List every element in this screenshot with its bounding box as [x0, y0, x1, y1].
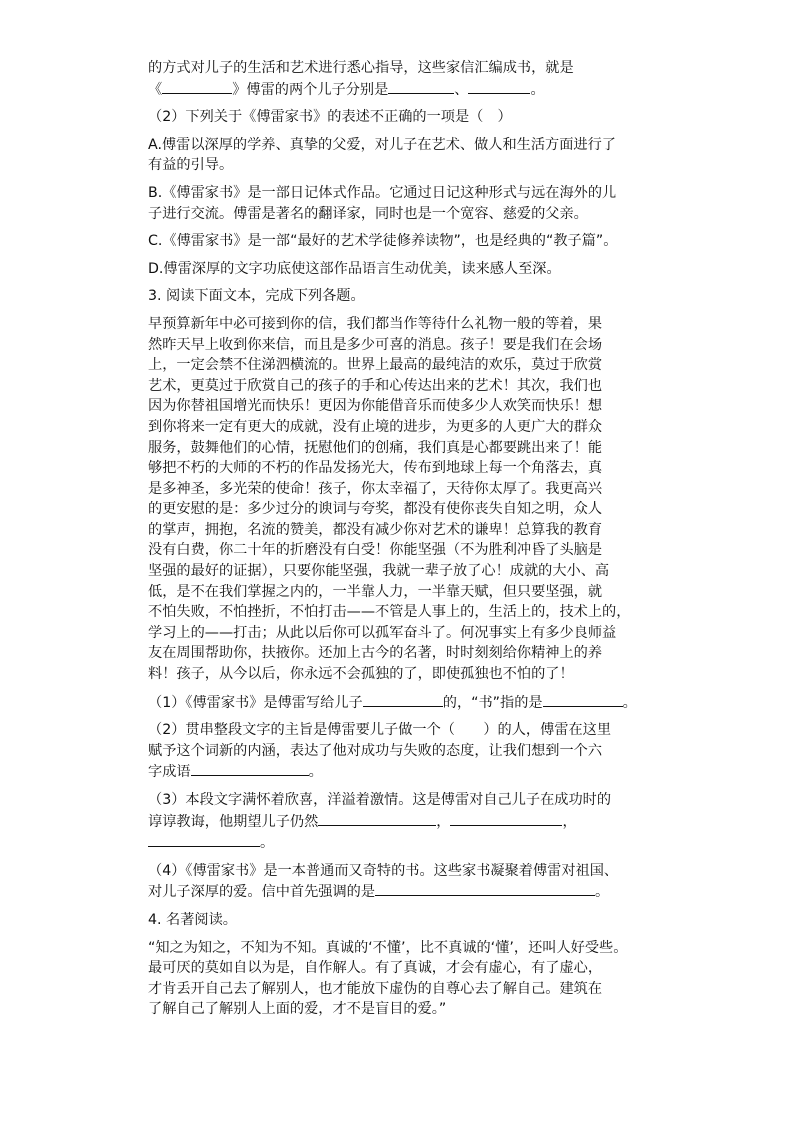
passage-line: 的掌声，拥抱，名流的赞美，都没有减少你对艺术的谦卑！总算我的教育	[148, 521, 603, 538]
sub-question-2	[148, 720, 688, 783]
answer-blank-son-2[interactable]	[468, 79, 530, 94]
quote-line: 才肯丢开自己去了解别人，也才能放下虚伪的自尊心去了解自己。建筑在	[148, 980, 603, 997]
answer-blank-q1-b[interactable]	[543, 692, 623, 707]
answer-blank-q4[interactable]	[375, 881, 595, 896]
passage-line: 料！孩子，从今以后，你永远不会孤独的了，即使孤独也不怕的了！	[148, 666, 574, 683]
passage-line: 不怕失败，不怕挫折，不怕打击——不管是人事上的，生活上的，技术上的，	[148, 604, 631, 621]
quote-line: 最可厌的莫如自以为是，自作解人。有了真诚，才会有虚心，有了虚心，	[148, 960, 603, 977]
quote-passage	[148, 938, 688, 1020]
answer-blank-q3-a[interactable]	[318, 811, 436, 826]
option-b-line-2: 子进行交流。傅雷是著名的翻译家，同时也是一个宽容、慈爱的父亲。	[148, 205, 588, 222]
intro-paragraph	[148, 58, 688, 100]
question-2-stem: （2）下列关于《傅雷家书》的表述不正确的一项是（ ）	[148, 109, 512, 126]
answer-blank-book-title[interactable]	[162, 79, 232, 94]
reading-passage	[148, 314, 688, 685]
option-a-line-2: 有益的引导。	[148, 157, 234, 174]
question-text: ，	[436, 813, 451, 830]
answer-blank-son-1[interactable]	[388, 79, 454, 94]
passage-line: 低，是不在我们掌握之内的，一半靠人力，一半靠天赋，但只要坚强，就	[148, 583, 603, 600]
passage-line: 坚强的最好的证据），只要你能坚强，我就一辈子放了心！成就的大小、高	[148, 563, 610, 580]
section-4-heading: 4. 名著阅读。	[148, 911, 237, 928]
sub-question-3-line-2	[148, 811, 688, 833]
passage-line: 因为你替祖国增光而快乐！更因为你能借音乐而使多少人欢笑而快乐！想	[148, 398, 603, 415]
question-text: 。	[595, 884, 610, 901]
question-text: 。	[622, 694, 637, 711]
sub-question-2-line-1: （2）贯串整段文字的主旨是傅雷要儿子做一个（ ）的人，傅雷在这里	[148, 722, 612, 739]
option-a[interactable]	[148, 135, 688, 176]
question-text: （1）《傅雷家书》是傅雷写给儿子	[148, 694, 363, 711]
option-b-line-1: B.《傅雷家书》是一部日记体式作品。它通过日记这种形式与远在海外的儿	[148, 184, 617, 201]
question-text: 字成语	[148, 764, 191, 781]
option-c-line-1: C.《傅雷家书》是一部“最好的艺术学徒修养读物”，也是经典的“教子篇”。	[148, 233, 618, 250]
sub-question-3-line-3	[148, 832, 688, 854]
passage-line: 的更安慰的是：多少过分的谀词与夸奖，都没有使你丧失自知之明，众人	[148, 501, 603, 518]
answer-blank-q3-b[interactable]	[450, 811, 562, 826]
question-text: 的，“书”指的是	[442, 694, 543, 711]
passage-line: 艺术，更莫过于欣赏自己的孩子的手和心传达出来的艺术！其次，我们也	[148, 377, 603, 394]
page-content	[148, 58, 688, 1020]
sub-question-4	[148, 861, 688, 903]
sub-question-2-line-3	[148, 761, 688, 783]
intro-text: 。	[530, 81, 545, 98]
question-text: ，	[562, 813, 577, 830]
quote-line: “知之为知之，不知为不知。真诚的‘不懂’，比不真诚的‘懂’，还叫人好受些。	[148, 939, 628, 956]
passage-line: 是多神圣，多光荣的使命！孩子，你太幸福了，天待你太厚了。我更高兴	[148, 480, 603, 497]
answer-blank-idiom[interactable]	[191, 761, 309, 776]
option-d-line-1: D.傅雷深厚的文字功底使这部作品语言生动优美，读来感人至深。	[148, 260, 561, 277]
question-text: 谆谆教诲，他期望儿子仍然	[148, 813, 319, 830]
option-a-line-1: A.傅雷以深厚的学养、真挚的父爱，对儿子在艺术、做人和生活方面进行了	[148, 136, 616, 153]
sub-question-2-line-2: 赋予这个词新的内涵，表达了他对成功与失败的态度，让我们想到一个六	[148, 742, 603, 759]
intro-text: 《	[148, 81, 163, 98]
intro-text: 、	[454, 81, 469, 98]
option-b[interactable]	[148, 183, 688, 224]
question-text: 。	[260, 835, 275, 852]
sub-question-1-line	[148, 692, 688, 714]
passage-line: 友在周围帮助你，扶掖你。还加上古今的名著，时时刻刻给你精神上的养	[148, 645, 603, 662]
passage-line: 早预算新年中必可接到你的信，我们都当作等待什么礼物一般的等着，果	[148, 315, 603, 332]
question-text: 。	[308, 764, 323, 781]
passage-line: 到你将来一定有更大的成就，没有止境的进步，为更多的人更广大的群众	[148, 418, 603, 435]
answer-blank-q1-a[interactable]	[363, 692, 443, 707]
intro-line-2	[148, 79, 688, 101]
quote-line: 了解自己了解别人上面的爱，才不是盲目的爱。”	[148, 1001, 447, 1018]
sub-question-3	[148, 790, 688, 854]
passage-line: 然昨天早上收到你来信，而且是多少可喜的消息。孩子！要是我们在会场	[148, 336, 603, 353]
sub-question-4-line-1: （4）《傅雷家书》是一本普通而又奇特的书。这些家书凝聚着傅雷对祖国、	[148, 862, 619, 879]
sub-question-4-line-2	[148, 881, 688, 903]
option-d[interactable]	[148, 259, 688, 280]
intro-text: 》傅雷的两个儿子分别是	[232, 81, 389, 98]
passage-line: 没有白费，你二十年的折磨没有白受！你能坚强（不为胜利冲昏了头脑是	[148, 542, 603, 559]
passage-line: 服务，鼓舞他们的心情，抚慰他们的创痛，我们真是心都要跳出来了！能	[148, 439, 603, 456]
sub-question-3-line-1: （3）本段文字满怀着欣喜，洋溢着激情。这是傅雷对自己儿子在成功时的	[148, 792, 612, 808]
answer-blank-q3-c[interactable]	[148, 832, 260, 847]
passage-line: 够把不朽的大师的不朽的作品发扬光大，传布到地球上每一个角落去，真	[148, 460, 603, 477]
question-text: 对儿子深厚的爱。信中首先强调的是	[148, 884, 376, 901]
option-c[interactable]	[148, 231, 688, 252]
passage-line: 上，一定会禁不住涕泗横流的。世界上最高的最纯洁的欢乐，莫过于欣赏	[148, 357, 603, 374]
passage-line: 学习上的——打击；从此以后你可以孤军奋斗了。何况事实上有多少良师益	[148, 624, 617, 641]
intro-line-1: 的方式对儿子的生活和艺术进行悉心指导，这些家信汇编成书，就是	[148, 60, 574, 76]
sub-question-1	[148, 692, 688, 714]
section-3-heading: 3. 阅读下面文本，完成下列各题。	[148, 288, 365, 305]
